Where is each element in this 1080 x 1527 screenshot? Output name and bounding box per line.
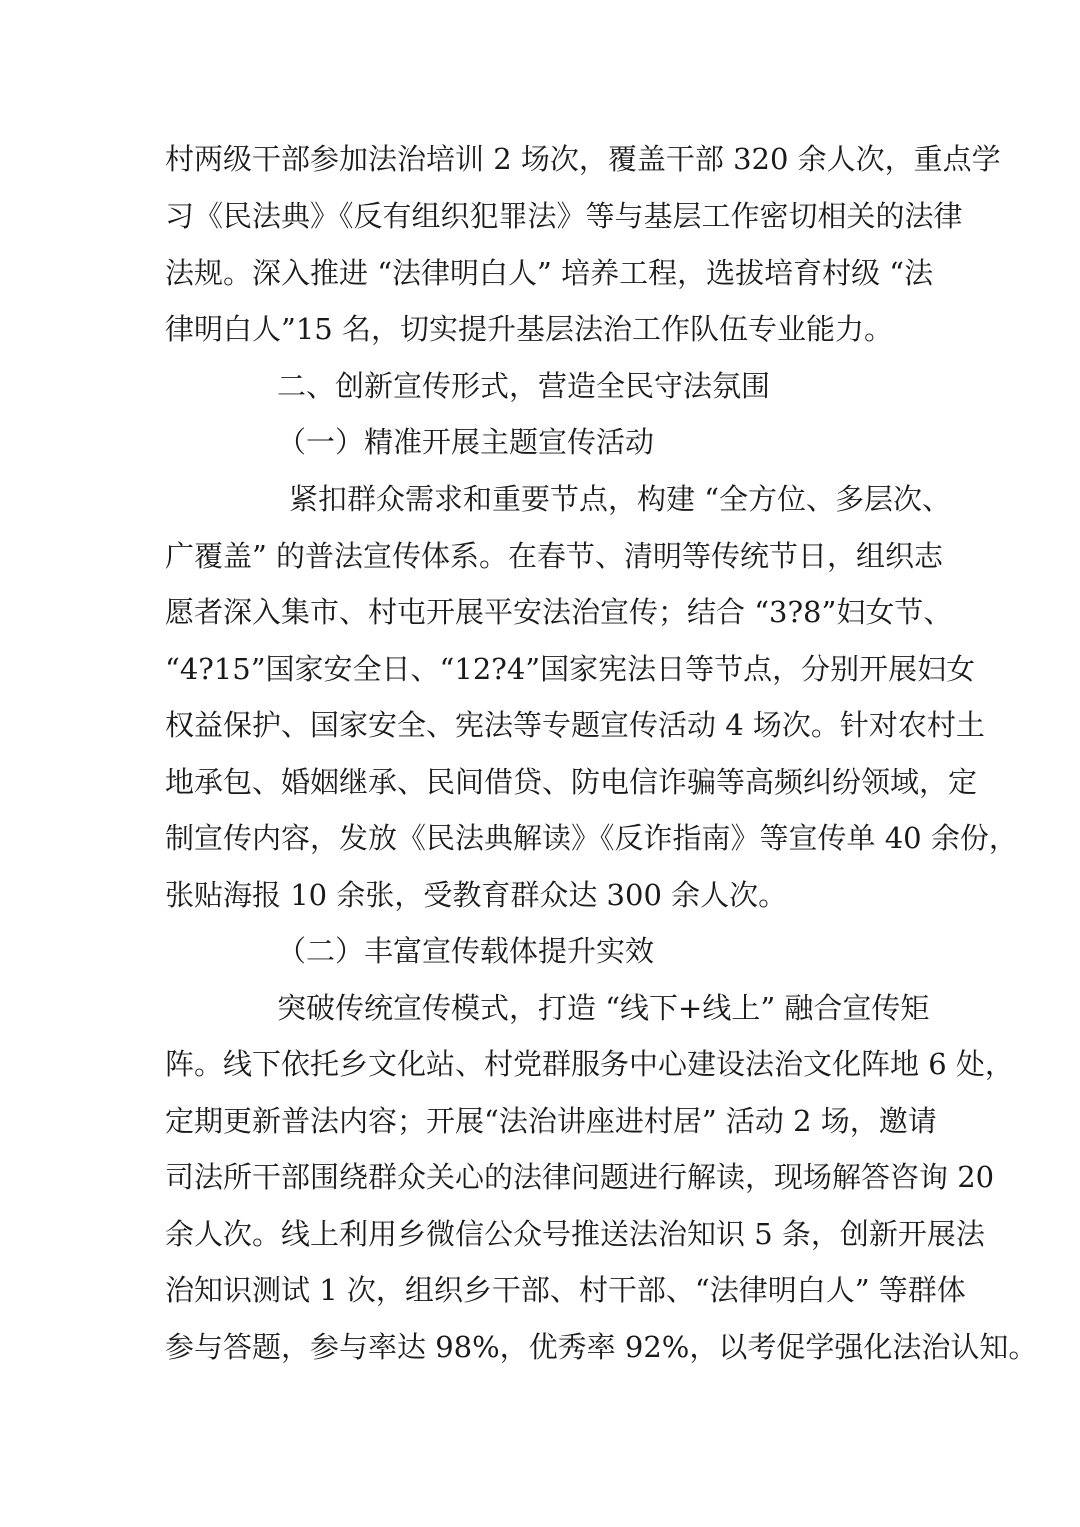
- text-line: 司法所干部围绕群众关心的法律问题进行解读，现场解答咨询 20: [165, 1160, 995, 1194]
- text-line: 紧扣群众需求和重要节点，构建 “全方位、多层次、: [289, 482, 952, 516]
- subsection-heading: （一）精准开展主题宣传活动: [277, 425, 655, 459]
- text-line: 地承包、婚姻继承、民间借贷、防电信诈骗等高频纠纷领域，定: [165, 765, 978, 799]
- text-line: 愿者深入集市、村屯开展平安法治宣传；结合 “3?8”妇女节、: [165, 595, 953, 629]
- text-line: 制宣传内容，发放《民法典解读》《反诈指南》等宣传单 40 余份，: [165, 821, 1018, 855]
- text-line: 权益保护、国家安全、宪法等专题宣传活动 4 场次。针对农村土: [165, 708, 985, 742]
- text-line: 余人次。线上利用乡微信公众号推送法治知识 5 条，创新开展法: [165, 1217, 985, 1251]
- text-line: 律明白人”15 名，切实提升基层法治工作队伍专业能力。: [165, 312, 893, 346]
- subsection-heading: （二）丰富宣传载体提升实效: [277, 934, 655, 968]
- text-line: 广覆盖” 的普法宣传体系。在春节、清明等传统节日，组织志: [165, 539, 944, 573]
- text-line: “4?15”国家安全日、“12?4”国家宪法日等节点，分别开展妇女: [165, 652, 976, 686]
- text-line: 法规。深入推进 “法律明白人” 培养工程，选拔培育村级 “法: [165, 256, 934, 290]
- text-line: 张贴海报 10 余张，受教育群众达 300 余人次。: [165, 878, 788, 912]
- text-line: 习《民法典》《反有组织犯罪法》等与基层工作密切相关的法律: [165, 199, 963, 233]
- text-line: 定期更新普法内容；开展“法治讲座进村居” 活动 2 场，邀请: [165, 1104, 937, 1138]
- section-heading: 二、创新宣传形式，营造全民守法氛围: [277, 369, 771, 403]
- text-line: 突破传统宣传模式，打造 “线下+线上” 融合宣传矩: [277, 991, 930, 1025]
- text-line: 治知识测试 1 次，组织乡干部、村干部、“法律明白人” 等群体: [165, 1273, 966, 1307]
- text-line: 阵。线下依托乡文化站、村党群服务中心建设法治文化阵地 6 处，: [165, 1047, 1014, 1081]
- text-line: 参与答题，参与率达 98%，优秀率 92%，以考促学强化法治认知。: [165, 1330, 1038, 1364]
- text-line: 村两级干部参加法治培训 2 场次，覆盖干部 320 余人次，重点学: [165, 142, 1001, 176]
